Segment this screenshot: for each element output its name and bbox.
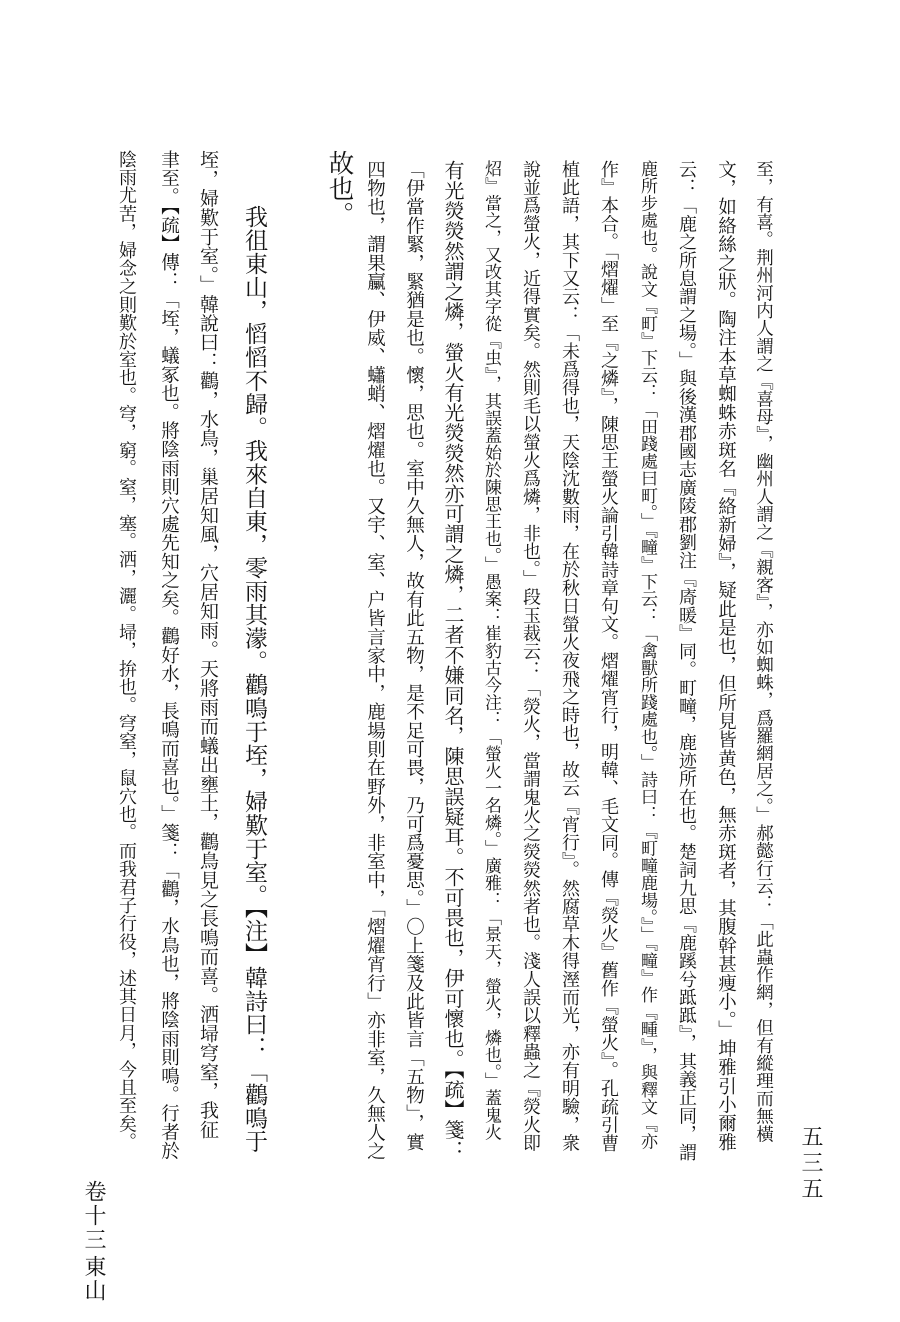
- text-column-10: 「伊當作緊，緊猶是也。懷，思也。室中久無人，故有此五物，是不足可畏，乃可爲憂思。」〇上箋及此皆言「五物」，實: [403, 160, 425, 1152]
- text-column-7: 說並爲螢火，近得實矣。然則毛以螢火爲燐，非也。」段玉裁云：「熒火，當謂鬼火之熒熒然者也。淺人誤以釋蟲之『熒火即: [520, 160, 541, 1152]
- main-text-column-13: 我徂東山，慆慆不歸。我來自東，零雨其濛。鸛鳴于垤，婦歎于室。【注】韓詩曰：「鸛鳴于: [241, 205, 267, 1153]
- running-head-volume: 卷十三: [81, 1180, 106, 1252]
- text-column-6: 植此語，其下又云：「未爲得也，天陰沈數雨，在於秋日螢火夜飛之時也，故云『宵行』。然腐草木得溼而光，亦有明驗，衆: [559, 160, 580, 1152]
- running-head-title: 東山: [81, 1255, 106, 1303]
- text-column-14: 垤，婦歎于室。」韓說曰：鸛，水鳥，巢居知風，穴居知雨。天將雨而蟻出壅土，鸛鳥見之長鳴而喜。洒埽穹窒，我征: [197, 150, 219, 1139]
- text-column-15: 聿至。【疏】傳：「垤，蟻冢也。將陰雨則穴處先知之矣。鸛好水，長鳴而喜也。」箋：「鸛，水鳥也，將陰雨則鳴。行者於: [158, 150, 180, 1160]
- text-column-8: 炤』當之，又改其字從『虫』，其誤蓋始於陳思王也。」愚案：崔豹古今注：「螢火一名燐。」廣雅：「景天，螢火，燐也。」蓋鬼火: [481, 160, 501, 1141]
- text-column-5: 作』本合。「熠燿」至『之燐』，陳思王螢火論引韓詩章句文。熠燿宵行，明韓、毛文同。傳『熒火』舊作『螢火』。孔疏引曹: [598, 160, 619, 1153]
- text-column-4: 鹿所步處也。說文『町』下云：「田踐處曰町。」『疃』下云：「禽獸所踐處也。」詩曰：『町疃鹿場。』」『疃』作『畽』，與釋文『亦: [637, 160, 657, 1150]
- text-column-16: 陰雨尤苦，婦念之則歎於室也。穹，窮。窒，塞。洒，灑。埽，拚也。穹窒，鼠穴也。而我君子行役，述其日月，今且至矣。: [116, 150, 137, 1151]
- text-column-11: 四物也，謂果臝、伊威、蠨蛸、熠燿也。又宇、室、户皆言家中，鹿場則在野外，非室中，「熠燿宵行」亦非室，久無人之: [364, 160, 386, 1161]
- text-column-12: 故也。: [324, 150, 355, 228]
- text-column-1: 至，有喜。荆州河内人謂之『喜母』，幽州人謂之『親客』，亦如蜘蛛，爲羅網居之。」郝懿行云：「此蟲作網，但有縱理而無橫: [753, 160, 774, 1143]
- text-column-2: 文，如絡絲之狀。陶注本草蜘蛛赤斑名『絡新婦』，疑此是也，但所見皆黄色，無赤斑者，其腹幹甚痩小。」坤雅引小爾雅: [715, 160, 737, 1152]
- page-number: 五三五: [798, 1125, 823, 1203]
- text-column-3: 云：「鹿之所息謂之場。」與後漢郡國志廣陵郡劉注『㢊暖』同。町疃，鹿迹所在也。楚詞九思『鹿蹊兮䟡䟡』，其義正同，謂: [676, 160, 697, 1162]
- text-column-9: 有光熒熒然謂之燐，螢火有光熒熒然亦可謂之燐，二者不嫌同名，陳思誤疑耳。不可畏也，伊可懷也。【疏】箋：: [441, 160, 465, 1160]
